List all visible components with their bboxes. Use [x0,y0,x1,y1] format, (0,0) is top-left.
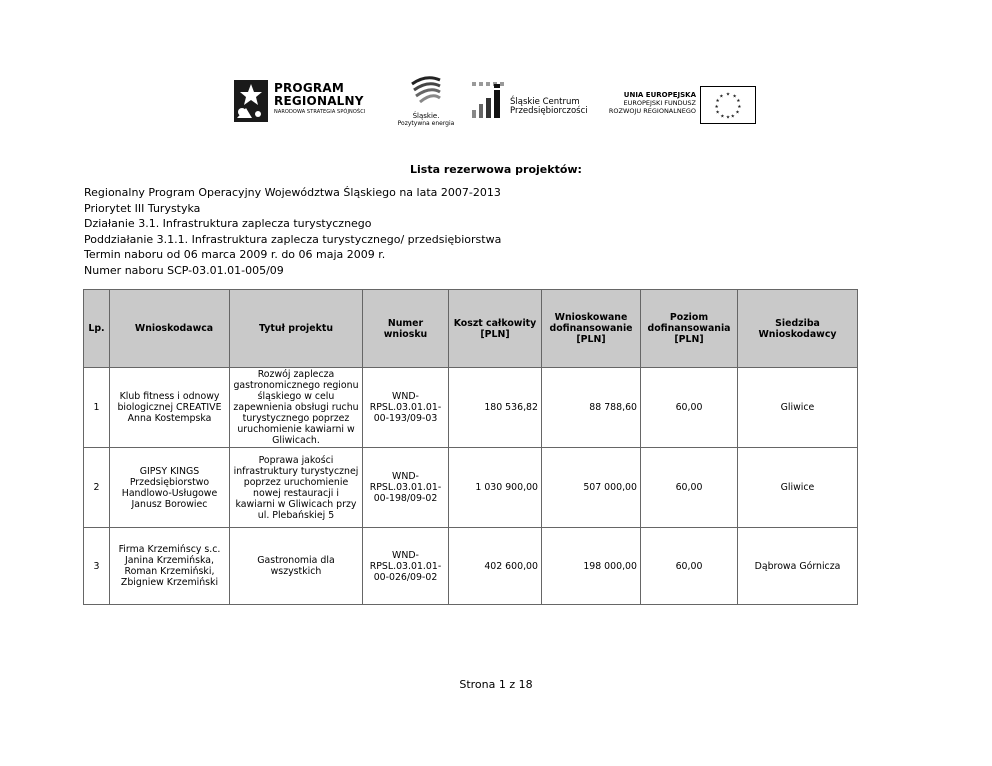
reserve-list-table [83,289,858,605]
info-line-call-number: Numer naboru SCP-03.01.01-005/09 [84,263,284,277]
slaskie-name: Śląskie. [412,112,440,120]
header-lp: Lp. [84,290,110,368]
slaskie-centrum-line1: Śląskie Centrum [510,97,580,107]
table-row [84,448,858,528]
cell-title: Gastronomia dla wszystkich [230,528,363,605]
eu-line2: EUROPEJSKI FUNDUSZ [623,99,696,107]
cell-applicant: Klub fitness i odnowy biologicznej CREATIVE Anna Kostempska [110,368,230,448]
cell-requested: 88 788,60 [542,368,641,448]
cell-lp: 1 [84,368,110,448]
slaskie-logo [396,74,456,130]
program-regionalny-logo [232,78,392,128]
slaskie-swirl-icon [406,74,446,108]
table-header-row [84,290,858,368]
eu-flag-icon [700,86,756,124]
svg-text:★: ★ [737,104,742,110]
cell-requested: 507 000,00 [542,448,641,528]
info-line-priority: Priorytet III Turystyka [84,201,201,215]
header-total-cost: Koszt całkowity [PLN] [449,290,542,368]
eu-line3: ROZWOJU REGIONALNEGO [608,107,696,115]
cell-number: WND-RPSL.03.01.01-00-198/09-02 [363,448,449,528]
svg-text:★: ★ [732,94,737,100]
header-number: Numer wniosku [363,290,449,368]
cell-requested: 198 000,00 [542,528,641,605]
call-info [84,185,501,279]
cell-seat: Gliwice [738,448,858,528]
cell-lp: 3 [84,528,110,605]
info-line-program: Regionalny Program Operacyjny Województwa Śląskiego na lata 2007-2013 [84,186,501,199]
info-line-submeasure: Poddziałanie 3.1.1. Infrastruktura zaplecza turystycznego/ przedsiębiorstwa [84,232,502,246]
table-row [84,368,858,448]
header-title: Tytuł projektu [230,290,363,368]
svg-text:★: ★ [714,104,719,110]
info-line-deadline: Termin naboru od 06 marca 2009 r. do 06 maja 2009 r. [84,248,386,262]
program-regionalny-emblem-icon [232,78,270,124]
svg-text:★: ★ [730,114,735,120]
cell-total-cost: 180 536,82 [449,368,542,448]
cell-level: 60,00 [641,368,738,448]
document-title: Lista rezerwowa projektów: [410,163,582,176]
slaskie-centrum-line2: Przedsiębiorczości [510,106,588,116]
svg-text:★: ★ [719,94,724,100]
program-regionalny-line1: PROGRAM [274,81,344,95]
cell-applicant: Firma Krzemińscy s.c. Janina Krzemińska, Roman Krzemiński, Zbigniew Krzemiński [110,528,230,605]
svg-text:★: ★ [735,110,740,116]
cell-number: WND-RPSL.03.01.01-00-193/09-03 [363,368,449,448]
cell-seat: Dąbrowa Górnicza [738,528,858,605]
cell-total-cost: 402 600,00 [449,528,542,605]
cell-number: WND-RPSL.03.01.01-00-026/09-02 [363,528,449,605]
cell-lp: 2 [84,448,110,528]
slaskie-tagline: Pozytywna energia [397,120,455,127]
cell-title: Poprawa jakości infrastruktury turystycznej poprzez uruchomienie nowej restauracji i kawiarni w Gliwicach przy ul. Plebańskiej 5 [230,448,363,528]
program-regionalny-line2: REGIONALNY [274,94,364,108]
logo-bar [0,72,992,132]
program-regionalny-subtitle: NARODOWA STRATEGIA SPÓJNOŚCI [274,109,366,115]
cell-level: 60,00 [641,528,738,605]
header-applicant: Wnioskodawca [110,290,230,368]
header-level: Poziom dofinansowania [PLN] [641,290,738,368]
cell-seat: Gliwice [738,368,858,448]
svg-text:★: ★ [736,99,741,105]
cell-total-cost: 1 030 900,00 [449,448,542,528]
svg-text:★: ★ [720,114,725,120]
slaskie-centrum-bars-icon [470,80,508,124]
svg-text:★: ★ [715,99,720,105]
slaskie-centrum-logo [470,80,590,124]
svg-text:★: ★ [715,110,720,116]
svg-text:★: ★ [725,92,731,98]
header-seat: Siedziba Wnioskodawcy [738,290,858,368]
eu-logo [598,86,758,126]
cell-title: Rozwój zaplecza gastronomicznego regionu śląskiego w celu zapewnienia obsługi ruchu turystycznego poprzez uruchomienie kawiarni w Gliwicach. [230,368,363,448]
info-line-measure: Działanie 3.1. Infrastruktura zaplecza turystycznego [84,217,372,231]
cell-applicant: GIPSY KINGS Przedsiębiorstwo Handlowo-Usługowe Janusz Borowiec [110,448,230,528]
svg-text:★: ★ [725,115,731,121]
page-number: Strona 1 z 18 [459,678,533,691]
header-requested: Wnioskowane dofinansowanie [PLN] [542,290,641,368]
cell-level: 60,00 [641,448,738,528]
eu-title: UNIA EUROPEJSKA [623,91,696,99]
table-row [84,528,858,605]
